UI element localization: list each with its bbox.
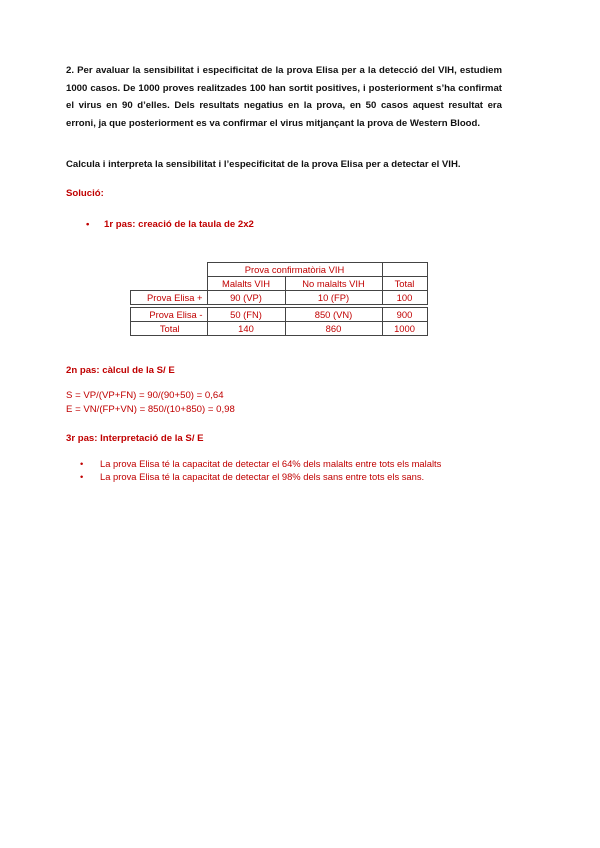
list-item xyxy=(80,470,500,483)
table-cell: 140 xyxy=(207,322,285,336)
specificity-formula: E = VN/(FP+VN) = 850/(10+850) = 0,98 xyxy=(66,404,235,415)
table-row xyxy=(131,291,428,305)
table-col-header: Total xyxy=(382,277,427,291)
question-text: Per avaluar la sensibilitat i especificitat de la prova Elisa per a la detecció del VIH, estudiem 1000 casos. De 1000 proves realitzades 100 han sortit positives, i posteriorment s’ha confirmat el virus en 90 d’elles. Dels resultats negatius en la prova, en 50 casos aquest resultat era erroni, ja que posteriorment es va confirmar el virus mitjançant la prova de Western Blood. xyxy=(66,65,502,129)
step1-label: 1r pas: creació de la taula de 2x2 xyxy=(104,219,254,230)
table-row xyxy=(131,322,428,336)
table-cell: 100 xyxy=(382,291,427,305)
table-row-label: Prova Elisa - xyxy=(131,308,208,322)
table-group-header-row xyxy=(131,263,428,277)
sensitivity-formula: S = VP/(VP+FN) = 90/(90+50) = 0,64 xyxy=(66,390,224,401)
table-header-row xyxy=(131,277,428,291)
table-row-label: Prova Elisa + xyxy=(131,291,208,305)
table-cell: 900 xyxy=(382,308,427,322)
table-row xyxy=(131,308,428,322)
table-cell: 850 (VN) xyxy=(285,308,382,322)
task-statement: Calcula i interpreta la sensibilitat i l’especificitat de la prova Elisa per a detectar el VIH. xyxy=(66,159,461,170)
table-header-blank xyxy=(131,277,208,291)
table-group-header-empty xyxy=(382,263,427,277)
question-paragraph xyxy=(66,62,502,132)
bullet-icon: • xyxy=(86,219,90,230)
bullet-icon: • xyxy=(80,458,84,469)
table-col-header: No malalts VIH xyxy=(285,277,382,291)
question-number: 2. xyxy=(66,65,75,76)
table-cell: 860 xyxy=(285,322,382,336)
solution-heading: Solució: xyxy=(66,188,104,199)
table-col-header: Malalts VIH xyxy=(207,277,285,291)
table-cell: 10 (FP) xyxy=(285,291,382,305)
interpretation-text: La prova Elisa té la capacitat de detectar el 64% dels malalts entre tots els malalts xyxy=(100,458,442,469)
step3-heading: 3r pas: Interpretació de la S/ E xyxy=(66,433,204,444)
table-group-header: Prova confirmatòria VIH xyxy=(207,263,382,277)
table-cell: 1000 xyxy=(382,322,427,336)
step1-heading xyxy=(86,219,254,230)
bullet-icon: • xyxy=(80,471,84,482)
interpretation-text: La prova Elisa té la capacitat de detectar el 98% dels sans entre tots els sans. xyxy=(100,471,425,482)
table-row-label: Total xyxy=(131,322,208,336)
contingency-table xyxy=(130,262,428,336)
interpretation-list xyxy=(80,457,500,483)
table-corner xyxy=(131,263,208,277)
table-cell: 90 (VP) xyxy=(207,291,285,305)
formulas-block xyxy=(66,389,235,417)
table-cell: 50 (FN) xyxy=(207,308,285,322)
step2-heading: 2n pas: càlcul de la S/ E xyxy=(66,365,175,376)
list-item xyxy=(80,457,500,470)
